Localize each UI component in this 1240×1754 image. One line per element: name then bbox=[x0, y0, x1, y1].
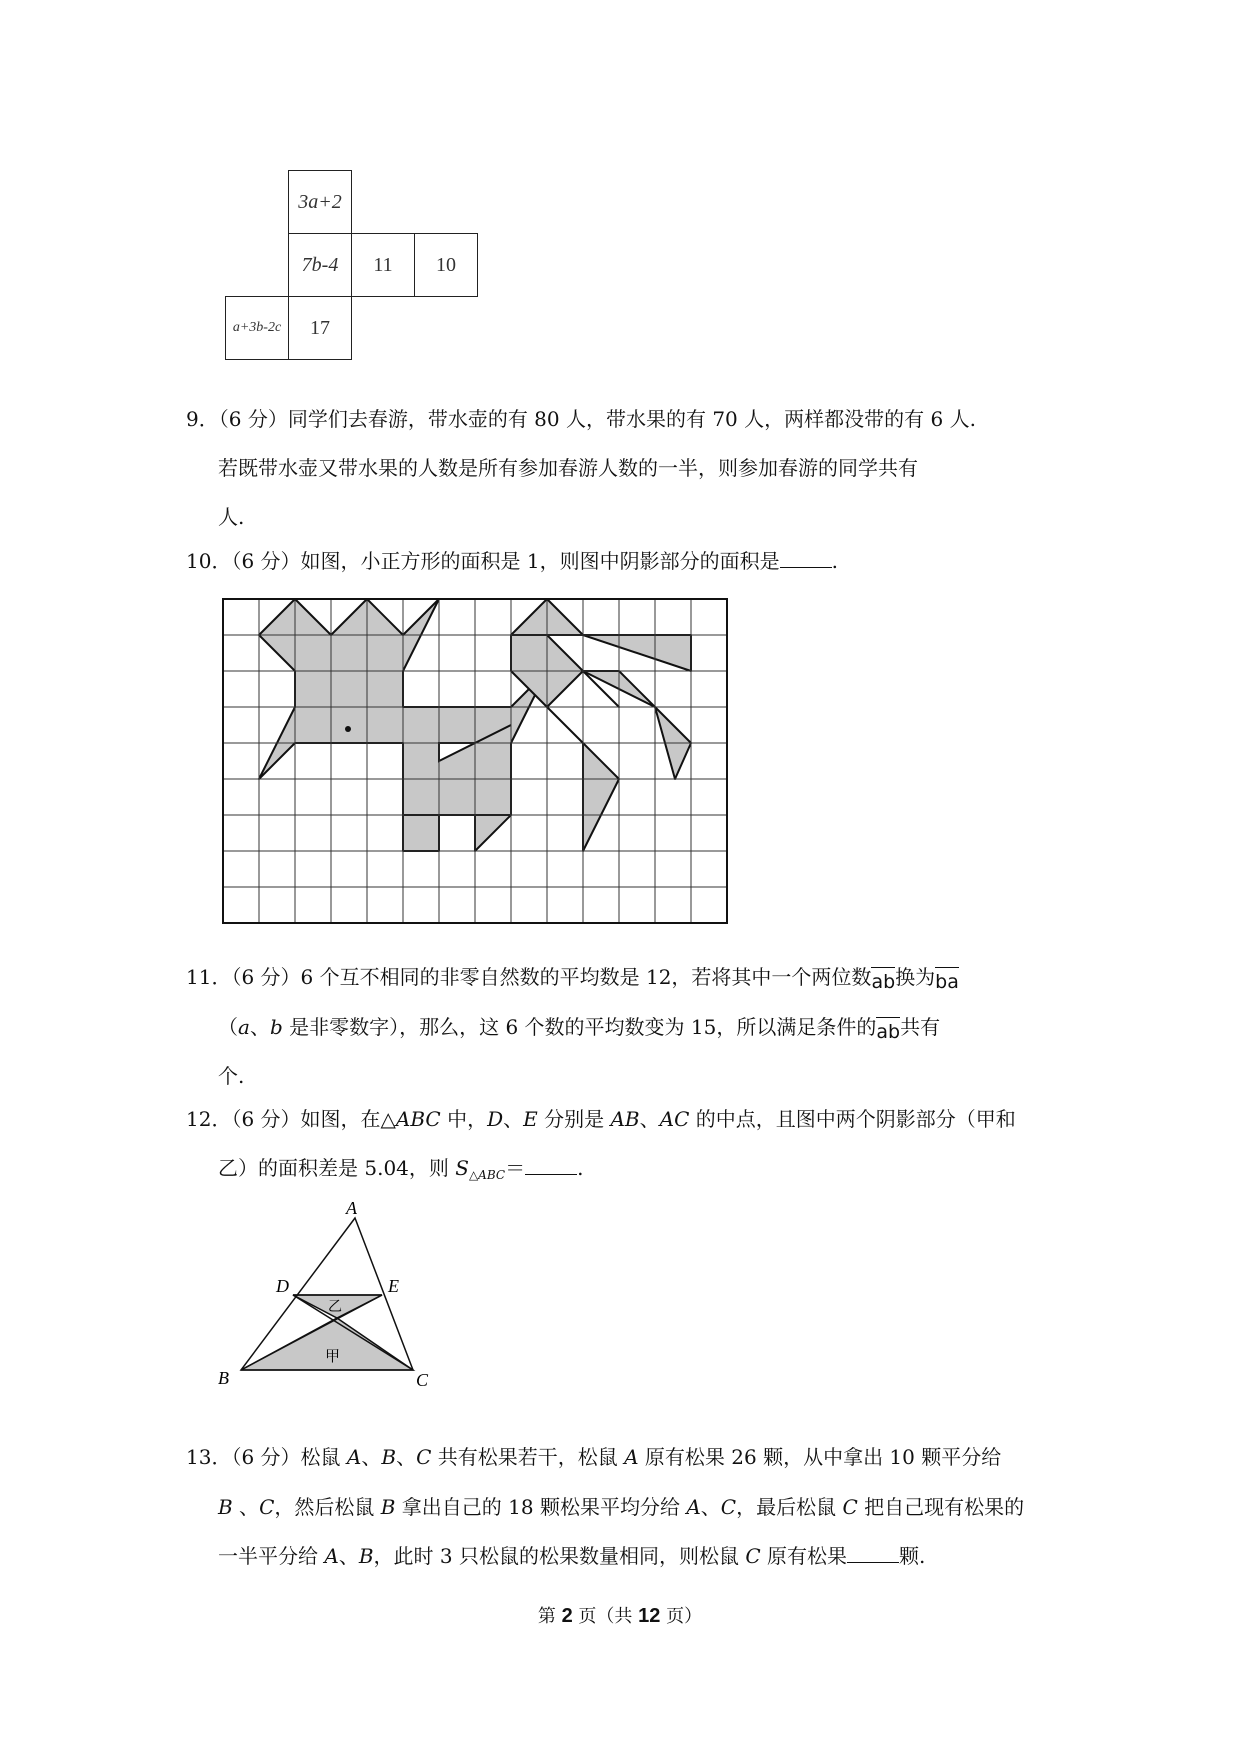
label-yi: 乙 bbox=[328, 1299, 342, 1315]
label-D: D bbox=[276, 1276, 289, 1296]
page-footer: 第 2 页（共 12 页） bbox=[537, 1605, 703, 1627]
q12-line2: 乙）的面积差是 5.04，则 $S_{\triangle ABC}=$ . bbox=[218, 1156, 584, 1182]
label-A: A bbox=[346, 1198, 357, 1218]
label-E: E bbox=[388, 1276, 399, 1296]
q11-line3: 个. bbox=[218, 1064, 245, 1088]
net-cell-mid3: 10 bbox=[414, 233, 478, 297]
q11-line1: 11．（6 分）6 个互不相同的非零自然数的平均数是 12，若将其中一个两位数ab换为ba bbox=[186, 965, 959, 993]
net-cell-bottom: 17 bbox=[288, 296, 352, 360]
rooster-foot-right bbox=[475, 815, 511, 851]
q9-number: 9． bbox=[186, 407, 219, 431]
q10-number: 10． bbox=[186, 549, 232, 573]
q12-line1: 12．（6 分）如图，在△ABC 中，D、E 分别是 AB、AC 的中点，且图中两个阴影部分（甲和 bbox=[186, 1107, 1016, 1131]
rooster-tail-upper bbox=[583, 635, 691, 671]
q12-number: 12． bbox=[186, 1107, 232, 1131]
net-cell-mid1: 7b-4 bbox=[288, 233, 352, 297]
answer-blank bbox=[847, 1546, 899, 1563]
q10-line1: 10．（6 分）如图，小正方形的面积是 1，则图中阴影部分的面积是 . bbox=[186, 549, 838, 573]
q9-line2: 若既带水壶又带水果的人数是所有参加春游人数的一半，则参加春游的同学共有 bbox=[218, 456, 918, 480]
triangle-figure bbox=[210, 1198, 450, 1398]
q13-line1: 13．（6 分）松鼠 A、B、C 共有松果若干，松鼠 A 原有松果 26 颗，从中拿出 10 颗平分给 bbox=[186, 1445, 1002, 1469]
net-cell-mid2: 11 bbox=[351, 233, 415, 297]
answer-blank bbox=[525, 1158, 577, 1175]
net-cell-left: a+3b-2c bbox=[225, 296, 289, 360]
overline-ab: ab bbox=[871, 971, 896, 993]
label-C: C bbox=[416, 1370, 429, 1390]
rooster-grid-figure bbox=[220, 596, 730, 934]
answer-blank bbox=[780, 551, 832, 568]
overline-ab-2: ab bbox=[876, 1021, 901, 1043]
q13-line3: 一半平分给 A、B，此时 3 只松鼠的松果数量相同，则松鼠 C 原有松果 颗. bbox=[218, 1544, 926, 1568]
q9-line1: 9．（6 分）同学们去春游，带水壶的有 80 人，带水果的有 70 人，两样都没带的有 6 人. bbox=[186, 407, 976, 431]
page-number: 2 bbox=[561, 1605, 573, 1627]
rooster-eye bbox=[345, 726, 351, 732]
page-total: 12 bbox=[638, 1605, 661, 1627]
q13-number: 13． bbox=[186, 1445, 232, 1469]
overline-ba: ba bbox=[935, 971, 959, 993]
q11-number: 11． bbox=[186, 965, 232, 989]
q11-line2: （a、b 是非零数字），那么，这 6 个数的平均数变为 15，所以满足条件的ab共有 bbox=[218, 1015, 941, 1043]
rooster-foot-left bbox=[403, 815, 439, 851]
label-B: B bbox=[218, 1368, 229, 1388]
q9-line3: 人. bbox=[218, 505, 245, 529]
net-cell-top: 3a+2 bbox=[288, 170, 352, 234]
q13-line2: B 、C，然后松鼠 B 拿出自己的 18 颗松果平均分给 A、C，最后松鼠 C 把自己现有松果的 bbox=[218, 1495, 1025, 1519]
label-jia: 甲 bbox=[325, 1347, 341, 1365]
